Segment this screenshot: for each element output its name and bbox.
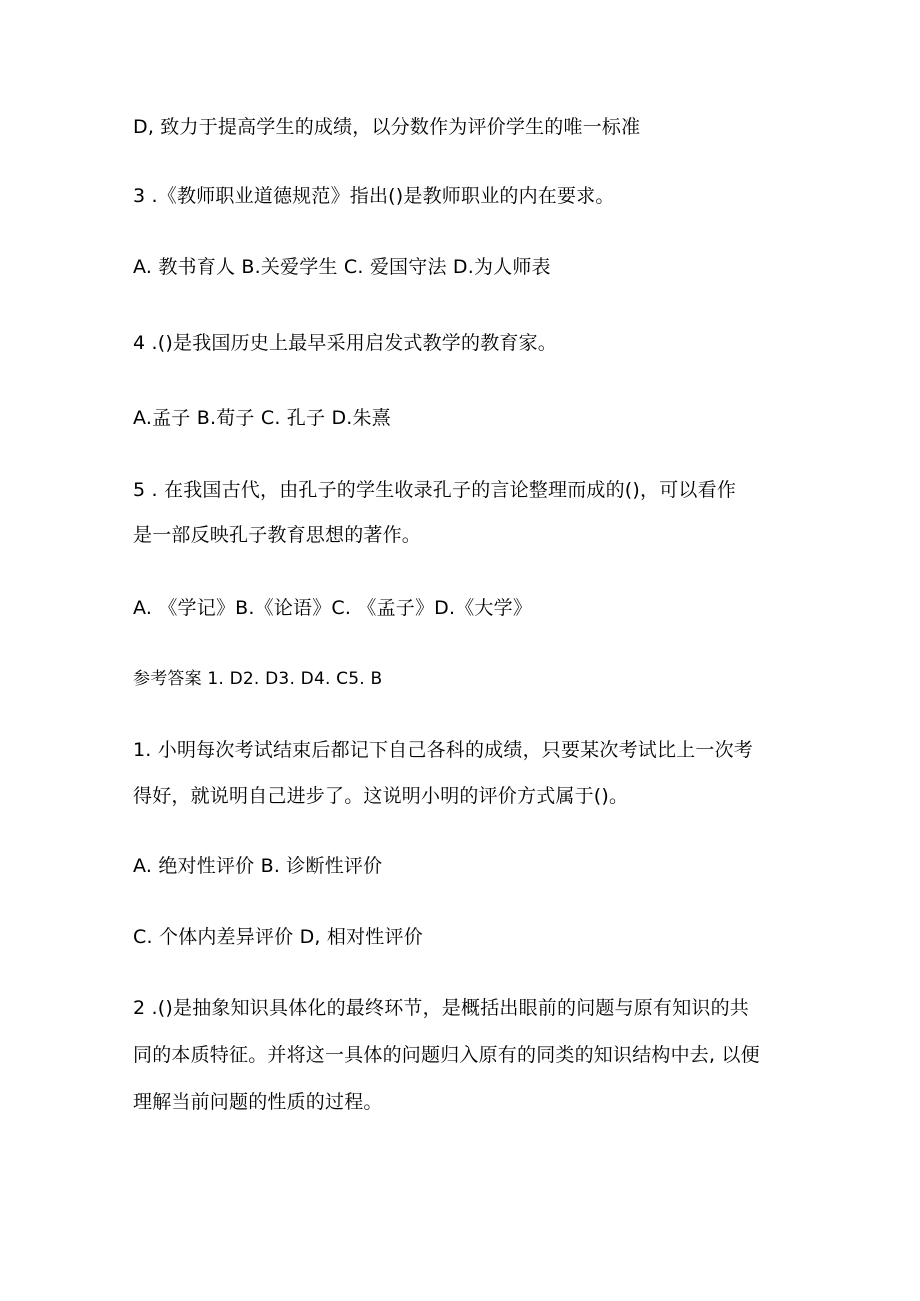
question-5-line-1: 5 . 在我国古代，由孔子的学生收录孔子的言论整理而成的()，可以看作 <box>133 479 737 501</box>
question-1-line-2: 得好，就说明自己进步了。这说明小明的评价方式属于()。 <box>133 785 629 807</box>
option-d-line: D, 致力于提高学生的成绩，以分数作为评价学生的唯一标准 <box>133 116 641 138</box>
question-3: 3 .《教师职业道德规范》指出()是教师职业的内在要求。 <box>133 185 615 207</box>
question-4: 4 .()是我国历史上最早采用启发式教学的教育家。 <box>133 332 557 354</box>
question-5-options: A. 《学记》B.《论语》C. 《孟子》D.《大学》 <box>133 597 533 619</box>
question-1-options-ab: A. 绝对性评价 B. 诊断性评价 <box>133 855 383 877</box>
question-1-line-1: 1. 小明每次考试结束后都记下自己各科的成绩，只要某次考试比上一次考 <box>133 739 753 761</box>
question-1-options-cd: C. 个体内差异评价 D, 相对性评价 <box>133 926 423 948</box>
question-2-line-3: 理解当前问题的性质的过程。 <box>133 1091 383 1113</box>
question-4-options: A.孟子 B.荀子 C. 孔子 D.朱熹 <box>133 407 391 429</box>
question-3-options: A. 教书育人 B.关爱学生 C. 爱国守法 D.为人师表 <box>133 256 551 278</box>
question-5-line-2: 是一部反映孔子教育思想的著作。 <box>133 524 422 546</box>
answer-key: 参考答案 1. D2. D3. D4. C5. B <box>133 669 383 689</box>
question-2-line-2: 同的本质特征。并将这一具体的问题归入原有的同类的知识结构中去, 以便 <box>133 1044 760 1066</box>
question-2-line-1: 2 .()是抽象知识具体化的最终环节，是概括出眼前的问题与原有知识的共 <box>133 997 749 1019</box>
